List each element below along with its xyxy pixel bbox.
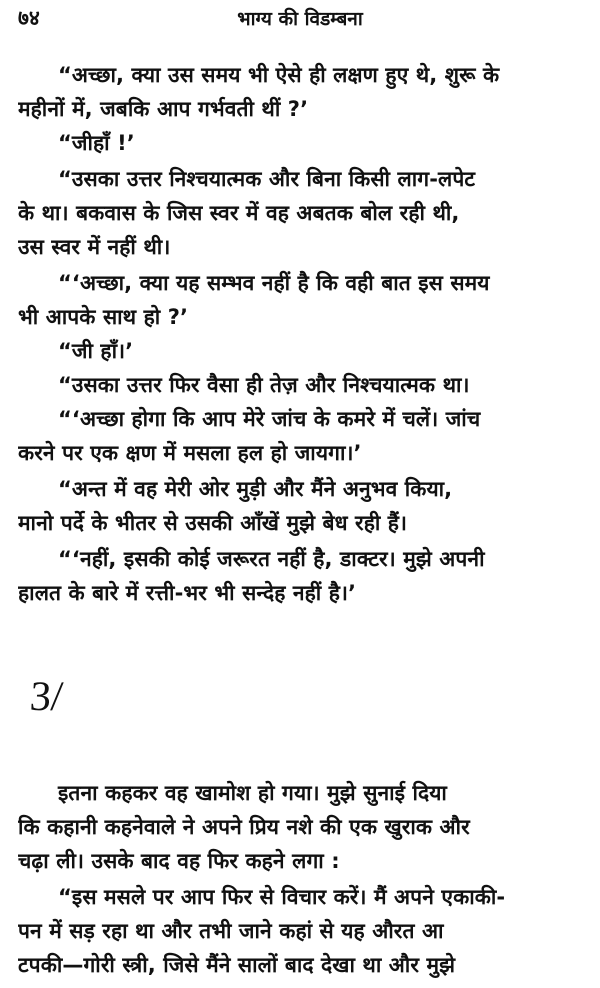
text-line: “अन्त में वह मेरी ओर मुड़ी और मैंने अनुभव किया, xyxy=(58,477,453,501)
text-line: इतना कहकर वह खामोश हो गया। मुझे सुनाई दिया xyxy=(58,781,447,805)
text-line: “उसका उत्तर निश्चयात्मक और बिना किसी लाग-लपेट xyxy=(58,167,476,191)
running-title: भाग्य की विडम्बना xyxy=(237,8,363,30)
text-line: के था। बकवास के जिस स्वर में वह अबतक बोल रही थी, xyxy=(18,201,460,225)
section-break-mark: 3/ xyxy=(28,674,65,720)
text-line: हालत के बारे में रत्ती-भर भी सन्देह नहीं है।’ xyxy=(18,581,357,605)
text-line: “उसका उत्तर फिर वैसा ही तेज़ और निश्चयात्मक था। xyxy=(58,373,470,397)
text-line: “‘अच्छा होगा कि आप मेरे जांच के कमरे में चलें। जांच xyxy=(58,407,481,431)
text-line: कि कहानी कहनेवाले ने अपने प्रिय नशे की एक खुराक और xyxy=(18,815,470,839)
text-line: टपकी—गोरी स्त्री, जिसे मैंने सालों बाद देखा था और मुझे xyxy=(18,953,456,977)
text-line: मानो पर्दे के भीतर से उसकी आँखें मुझे बेध रही हैं। xyxy=(18,511,408,535)
text-line: “‘अच्छा, क्या यह सम्भव नहीं है कि वही बात इस समय xyxy=(58,271,490,295)
text-line: “जी हाँ।’ xyxy=(58,339,134,363)
text-line: चढ़ा ली। उसके बाद वह फिर कहने लगा : xyxy=(18,849,340,873)
text-line: “अच्छा, क्या उस समय भी ऐसे ही लक्षण हुए थे, शुरू के xyxy=(58,63,500,87)
page-number: ७४ xyxy=(18,6,40,30)
text-line: करने पर एक क्षण में मसला हल हो जायगा।’ xyxy=(18,441,362,465)
text-line: “जीहाँ !’ xyxy=(58,131,135,155)
text-line: उस स्वर में नहीं थी। xyxy=(18,235,171,259)
text-line: भी आपके साथ हो ?’ xyxy=(18,305,189,329)
text-line: “‘नहीं, इसकी कोई जरूरत नहीं है, डाक्टर। मुझे अपनी xyxy=(58,547,485,571)
text-line: महीनों में, जबकि आप गर्भवती थीं ?’ xyxy=(18,97,309,121)
text-line: “इस मसले पर आप फिर से विचार करें। मैं अपने एकाकी- xyxy=(58,885,506,909)
page-header xyxy=(18,4,582,34)
text-line: पन में सड़ रहा था और तभी जाने कहां से यह औरत आ xyxy=(18,919,444,943)
